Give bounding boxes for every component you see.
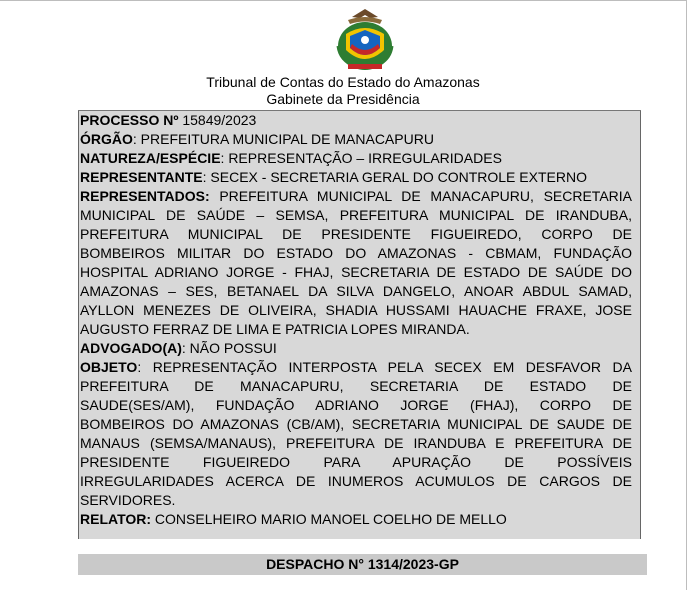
field-value: 15849/2023 bbox=[178, 112, 257, 128]
field-label: NATUREZA/ESPÉCIE bbox=[80, 150, 221, 166]
field-label: ADVOGADO(A) bbox=[80, 340, 182, 356]
field-value: : NÃO POSSUI bbox=[181, 340, 277, 356]
field-value: CONSELHEIRO MARIO MANOEL COELHO DE MELLO bbox=[151, 511, 507, 527]
field-label: REPRESENTADOS: bbox=[80, 188, 210, 204]
field-advogado bbox=[80, 339, 632, 358]
text-line: SAUDE(SES/AM), FUNDAÇÃO ADRIANO JORGE (FHAJ), CORPO DE bbox=[80, 397, 632, 413]
field-natureza bbox=[80, 149, 632, 168]
text-line: AUGUSTO FERRAZ DE LIMA E PATRICIA LOPES MIRANDA. bbox=[80, 321, 470, 337]
text-line: BOMBEIROS DO AMAZONAS (CB/AM), SECRETARIA MUNICIPAL DE SAUDE DE bbox=[80, 416, 632, 432]
top-border bbox=[0, 0, 686, 1]
text-line: PREFEITURA DE MANACAPURU, SECRETARIA DE ESTADO DE bbox=[80, 378, 632, 394]
department-name: Gabinete da Presidência bbox=[266, 91, 420, 107]
text-line: MANAUS (SEMSA/MANAUS), PREFEITURA DE IRANDUBA E PREFEITURA DE bbox=[80, 435, 632, 451]
field-label: REPRESENTANTE bbox=[80, 169, 203, 185]
text-line: BOMBEIROS MILITAR DO ESTADO DO AMAZONAS - CBMAM, FUNDAÇÃO bbox=[80, 245, 632, 261]
text-line: MUNICIPAL DE SAÚDE – SEMSA, PREFEITURA MUNICIPAL DE IRANDUBA, bbox=[80, 207, 632, 223]
field-value: : REPRESENTAÇÃO INTERPOSTA PELA SECEX EM DESFAVOR DA bbox=[137, 359, 632, 375]
field-orgao bbox=[80, 130, 632, 149]
text-line: AYLLON MENEZES DE OLIVEIRA, SHADIA HUSSAMI HAUACHE FRAXE, JOSE bbox=[80, 302, 632, 318]
field-label: PROCESSO Nº bbox=[80, 112, 179, 128]
field-value: : REPRESENTAÇÃO – IRREGULARIDADES bbox=[220, 150, 502, 166]
text-line: SERVIDORES. bbox=[80, 492, 176, 508]
text-line: AMAZONAS – SES, BETANAEL DA SILVA DANGELO, ANOAR ABDUL SAMAD, bbox=[80, 283, 632, 299]
text-line: PRESIDENTE FIGUEIREDO PARA APURAÇÃO DE POSSÍVEIS bbox=[80, 454, 632, 470]
text-line: PREFEITURA MUNICIPAL DE PRESIDENTE FIGUEIREDO, CORPO DE bbox=[80, 226, 632, 242]
field-representante bbox=[80, 168, 632, 187]
right-border bbox=[686, 0, 687, 590]
field-value: PREFEITURA MUNICIPAL DE MANACAPURU, SECRETARIA bbox=[209, 188, 632, 204]
field-processo bbox=[80, 111, 632, 130]
field-value: : SECEX - SECRETARIA GERAL DO CONTROLE EXTERNO bbox=[202, 169, 587, 185]
field-representados bbox=[80, 187, 632, 206]
field-label: RELATOR: bbox=[80, 511, 152, 527]
institution-name: Tribunal de Contas do Estado do Amazonas bbox=[206, 74, 480, 90]
process-summary bbox=[80, 111, 632, 529]
state-coat-of-arms-icon bbox=[330, 6, 400, 74]
field-label: ÓRGÃO bbox=[80, 131, 133, 147]
despacho-title: DESPACHO N° 1314/2023-GP bbox=[78, 554, 647, 575]
text-line: HOSPITAL ADRIANO JORGE - FHAJ, SECRETARIA DE ESTADO DE SAÚDE DO bbox=[80, 264, 632, 280]
field-value: : PREFEITURA MUNICIPAL DE MANACAPURU bbox=[132, 131, 434, 147]
field-objeto bbox=[80, 358, 632, 377]
text-line: IRREGULARIDADES ACERCA DE INUMEROS ACUMULOS DE CARGOS DE bbox=[80, 473, 632, 489]
field-label: OBJETO bbox=[80, 359, 138, 375]
field-relator bbox=[80, 510, 632, 529]
